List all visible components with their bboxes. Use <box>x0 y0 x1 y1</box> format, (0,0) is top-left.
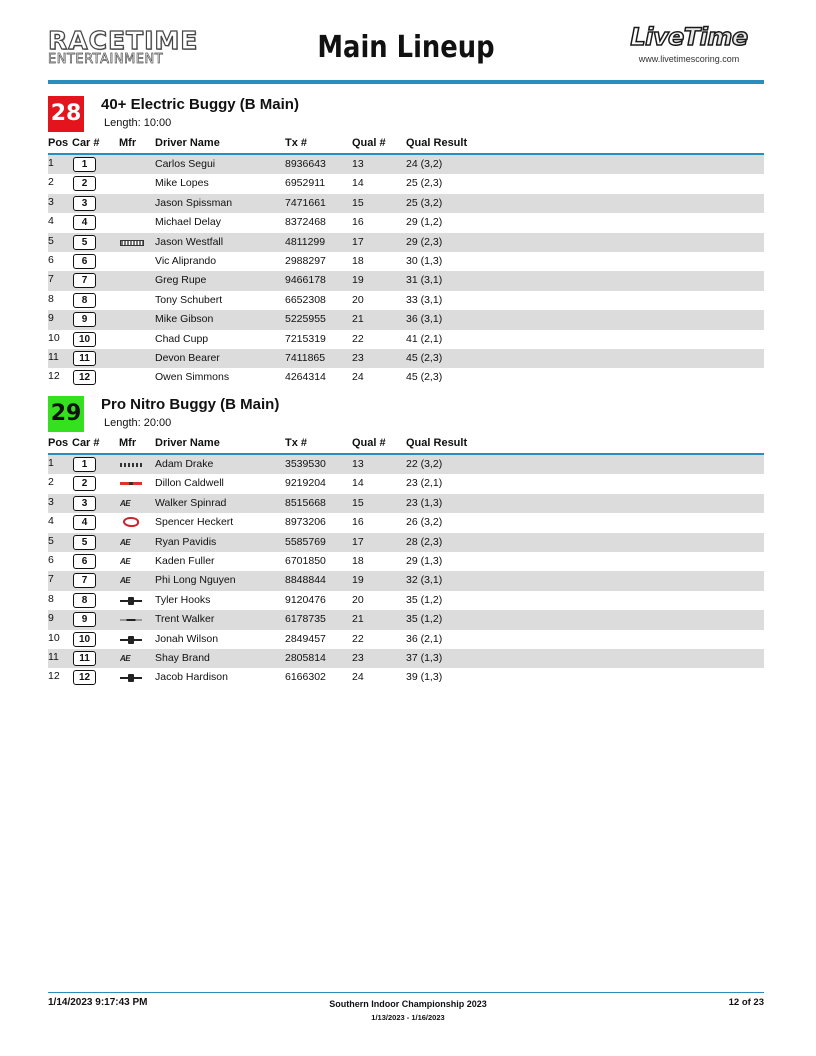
qualifying-position-cell: 18 <box>352 554 364 567</box>
position-cell: 12 <box>48 670 60 683</box>
column-header-tx: Tx # <box>285 437 308 449</box>
car-number-badge: 11 <box>73 651 96 666</box>
qualifying-position-cell: 18 <box>352 254 364 267</box>
table-row <box>48 591 764 610</box>
transponder-cell: 7411865 <box>285 351 326 364</box>
driver-name-cell: Spencer Heckert <box>155 516 234 529</box>
qualifying-result-cell: 32 (3,1) <box>406 574 443 587</box>
car-number-badge: 10 <box>73 332 96 347</box>
car-number-badge: 9 <box>73 612 96 627</box>
table-row <box>48 194 764 213</box>
manufacturer-team-icon: AE <box>120 556 131 566</box>
race-length: Length: 10:00 <box>104 117 172 129</box>
driver-name-cell: Vic Aliprando <box>155 254 217 267</box>
qualifying-result-cell: 23 (2,1) <box>406 477 443 490</box>
race-number-badge: 28 <box>48 96 84 132</box>
page-number: 12 of 23 <box>728 997 764 1008</box>
position-cell: 2 <box>48 176 54 189</box>
manufacturer-dots-icon <box>120 463 142 467</box>
table-row <box>48 513 764 532</box>
transponder-cell: 9466178 <box>285 274 326 287</box>
column-header-driver: Driver Name <box>155 137 220 149</box>
transponder-cell: 6166302 <box>285 671 326 684</box>
qualifying-result-cell: 31 (3,1) <box>406 274 443 287</box>
manufacturer-team-icon: AE <box>120 576 131 586</box>
table-row <box>48 533 764 552</box>
table-row <box>48 649 764 668</box>
manufacturer-arrow-icon <box>120 677 142 679</box>
livetime-logo <box>614 24 764 64</box>
driver-name-cell: Carlos Segui <box>155 158 216 170</box>
position-cell: 7 <box>48 573 54 586</box>
livetime-brand <box>614 24 764 50</box>
car-number-badge: 2 <box>73 476 96 491</box>
manufacturer-arrow-icon <box>120 639 142 641</box>
driver-name-cell: Adam Drake <box>155 458 214 470</box>
position-cell: 3 <box>48 195 54 208</box>
manufacturer-red-stripe-icon <box>120 482 142 485</box>
car-number-badge: 9 <box>73 312 96 327</box>
qualifying-position-cell: 14 <box>352 477 364 490</box>
qualifying-position-cell: 21 <box>352 313 364 326</box>
car-number-badge: 10 <box>73 632 96 647</box>
transponder-cell: 7215319 <box>285 332 326 345</box>
race-name: 40+ Electric Buggy (B Main) <box>101 96 299 113</box>
transponder-cell: 4264314 <box>285 371 326 384</box>
car-number-badge: 7 <box>73 573 96 588</box>
manufacturer-pattern-icon <box>120 240 144 246</box>
driver-name-cell: Jason Westfall <box>155 235 224 248</box>
transponder-cell: 7471661 <box>285 196 326 209</box>
qualifying-position-cell: 17 <box>352 535 364 548</box>
position-cell: 12 <box>48 370 60 383</box>
event-info <box>0 999 816 1022</box>
racetime-logo-line1: RACETIME <box>48 26 199 55</box>
transponder-cell: 9120476 <box>285 593 326 606</box>
car-number-badge: 4 <box>73 215 96 230</box>
race-number-badge: 29 <box>48 396 84 432</box>
manufacturer-team-icon: AE <box>120 537 131 547</box>
qualifying-position-cell: 24 <box>352 371 364 384</box>
table-header <box>48 137 764 152</box>
qualifying-result-cell: 29 (1,3) <box>406 554 443 567</box>
race-length: Length: 20:00 <box>104 417 172 429</box>
driver-name-cell: Jason Spissman <box>155 196 233 209</box>
qualifying-position-cell: 17 <box>352 235 364 248</box>
driver-name-cell: Devon Bearer <box>155 351 220 364</box>
position-cell: 1 <box>48 457 54 469</box>
transponder-cell: 8848844 <box>285 574 326 587</box>
qualifying-result-cell: 23 (1,3) <box>406 496 443 509</box>
table-row <box>48 571 764 590</box>
table-row <box>48 349 764 368</box>
position-cell: 10 <box>48 331 60 344</box>
livetime-url: www.livetimescoring.com <box>638 54 740 64</box>
event-dates: 1/13/2023 - 1/16/2023 <box>371 1013 445 1022</box>
table-body <box>48 455 764 688</box>
qualifying-position-cell: 19 <box>352 274 364 287</box>
transponder-cell: 2805814 <box>285 651 326 664</box>
table-row <box>48 494 764 513</box>
car-number-badge: 6 <box>73 254 96 269</box>
position-cell: 3 <box>48 495 54 508</box>
qualifying-result-cell: 45 (2,3) <box>406 351 443 364</box>
driver-name-cell: Dillon Caldwell <box>155 477 224 490</box>
driver-name-cell: Mike Lopes <box>155 177 209 190</box>
position-cell: 6 <box>48 253 54 266</box>
qualifying-result-cell: 36 (3,1) <box>406 313 443 326</box>
table-row <box>48 213 764 232</box>
car-number-badge: 5 <box>73 535 96 550</box>
car-number-badge: 8 <box>73 593 96 608</box>
qualifying-position-cell: 21 <box>352 613 364 626</box>
driver-name-cell: Jacob Hardison <box>155 671 228 684</box>
table-row <box>48 271 764 290</box>
transponder-cell: 3539530 <box>285 458 326 470</box>
race-name: Pro Nitro Buggy (B Main) <box>101 396 280 413</box>
qualifying-position-cell: 20 <box>352 293 364 306</box>
position-cell: 4 <box>48 515 54 528</box>
qualifying-result-cell: 33 (3,1) <box>406 293 443 306</box>
qualifying-result-cell: 45 (2,3) <box>406 371 443 384</box>
qualifying-position-cell: 13 <box>352 458 364 470</box>
qualifying-result-cell: 29 (2,3) <box>406 235 443 248</box>
car-number-badge: 8 <box>73 293 96 308</box>
qualifying-position-cell: 23 <box>352 651 364 664</box>
car-number-badge: 4 <box>73 515 96 530</box>
position-cell: 6 <box>48 553 54 566</box>
transponder-cell: 8973206 <box>285 516 326 529</box>
table-row <box>48 552 764 571</box>
driver-name-cell: Phi Long Nguyen <box>155 574 236 587</box>
column-header-qual: Qual # <box>352 137 386 149</box>
qualifying-position-cell: 13 <box>352 158 364 170</box>
table-row <box>48 668 764 687</box>
column-header-tx: Tx # <box>285 137 308 149</box>
transponder-cell: 6652308 <box>285 293 326 306</box>
transponder-cell: 9219204 <box>285 477 326 490</box>
manufacturer-arrow-icon <box>120 600 142 602</box>
qualifying-result-cell: 35 (1,2) <box>406 613 443 626</box>
qualifying-result-cell: 30 (1,3) <box>406 254 443 267</box>
transponder-cell: 2988297 <box>285 254 326 267</box>
manufacturer-team-icon: AE <box>120 498 131 508</box>
qualifying-result-cell: 37 (1,3) <box>406 651 443 664</box>
event-name: Southern Indoor Championship 2023 <box>329 999 487 1009</box>
qualifying-result-cell: 41 (2,1) <box>406 332 443 345</box>
column-header-car: Car # <box>72 437 100 449</box>
position-cell: 9 <box>48 612 54 625</box>
table-row <box>48 155 764 174</box>
position-cell: 2 <box>48 476 54 489</box>
table-body <box>48 155 764 388</box>
qualifying-position-cell: 20 <box>352 593 364 606</box>
driver-name-cell: Michael Delay <box>155 216 221 229</box>
driver-name-cell: Chad Cupp <box>155 332 209 345</box>
position-cell: 11 <box>48 350 59 363</box>
qualifying-result-cell: 25 (3,2) <box>406 196 443 209</box>
car-number-badge: 7 <box>73 273 96 288</box>
car-number-badge: 1 <box>73 457 96 472</box>
transponder-cell: 8515668 <box>285 496 326 509</box>
qualifying-result-cell: 25 (2,3) <box>406 177 443 190</box>
qualifying-position-cell: 22 <box>352 332 364 345</box>
transponder-cell: 2849457 <box>285 632 326 645</box>
car-number-badge: 12 <box>73 370 96 385</box>
position-cell: 7 <box>48 273 54 286</box>
table-row <box>48 330 764 349</box>
manufacturer-team-icon: AE <box>120 653 131 663</box>
car-number-badge: 5 <box>73 235 96 250</box>
manufacturer-thin-icon <box>120 619 142 621</box>
table-row <box>48 455 764 474</box>
table-row <box>48 310 764 329</box>
racetime-logo-line2: ENTERTAINMENT <box>48 52 164 67</box>
driver-name-cell: Tyler Hooks <box>155 593 211 606</box>
qualifying-result-cell: 39 (1,3) <box>406 671 443 684</box>
car-number-badge: 1 <box>73 157 96 172</box>
qualifying-position-cell: 16 <box>352 516 364 529</box>
print-timestamp: 1/14/2023 9:17:43 PM <box>48 997 148 1008</box>
qualifying-result-cell: 29 (1,2) <box>406 216 443 229</box>
qualifying-position-cell: 15 <box>352 196 364 209</box>
position-cell: 9 <box>48 312 54 325</box>
page-title: Main Lineup <box>317 30 495 65</box>
driver-name-cell: Kaden Fuller <box>155 554 215 567</box>
driver-name-cell: Jonah Wilson <box>155 632 219 645</box>
driver-name-cell: Shay Brand <box>155 651 210 664</box>
qualifying-result-cell: 35 (1,2) <box>406 593 443 606</box>
transponder-cell: 8936643 <box>285 158 326 170</box>
qualifying-position-cell: 16 <box>352 216 364 229</box>
position-cell: 5 <box>48 534 54 547</box>
column-header-qual: Qual # <box>352 437 386 449</box>
column-header-mfr: Mfr <box>119 437 137 449</box>
driver-name-cell: Trent Walker <box>155 613 215 626</box>
table-row <box>48 252 764 271</box>
driver-name-cell: Ryan Pavidis <box>155 535 217 548</box>
qualifying-position-cell: 14 <box>352 177 364 190</box>
column-header-driver: Driver Name <box>155 437 220 449</box>
header-divider <box>48 80 764 84</box>
manufacturer-bird-icon <box>123 517 139 527</box>
car-number-badge: 12 <box>73 670 96 685</box>
table-row <box>48 630 764 649</box>
table-header <box>48 437 764 452</box>
transponder-cell: 5225955 <box>285 313 326 326</box>
car-number-badge: 6 <box>73 554 96 569</box>
transponder-cell: 6701850 <box>285 554 326 567</box>
column-header-car: Car # <box>72 137 100 149</box>
qualifying-result-cell: 36 (2,1) <box>406 632 443 645</box>
table-row <box>48 368 764 387</box>
table-row <box>48 233 764 252</box>
car-number-badge: 3 <box>73 196 96 211</box>
position-cell: 8 <box>48 592 54 605</box>
position-cell: 1 <box>48 157 54 169</box>
column-header-pos: Pos <box>48 137 69 149</box>
driver-name-cell: Greg Rupe <box>155 274 207 287</box>
qualifying-result-cell: 26 (3,2) <box>406 516 443 529</box>
column-header-mfr: Mfr <box>119 137 137 149</box>
car-number-badge: 3 <box>73 496 96 511</box>
footer-divider <box>48 992 764 993</box>
transponder-cell: 6952911 <box>285 177 326 190</box>
position-cell: 11 <box>48 650 59 663</box>
qualifying-position-cell: 23 <box>352 351 364 364</box>
transponder-cell: 4811299 <box>285 235 326 248</box>
table-row <box>48 474 764 493</box>
column-header-result: Qual Result <box>406 137 468 149</box>
qualifying-result-cell: 28 (2,3) <box>406 535 443 548</box>
qualifying-result-cell: 24 (3,2) <box>406 158 443 170</box>
position-cell: 10 <box>48 631 60 644</box>
livetime-brand-time: Time <box>683 23 748 51</box>
qualifying-position-cell: 24 <box>352 671 364 684</box>
position-cell: 5 <box>48 234 54 247</box>
position-cell: 8 <box>48 292 54 305</box>
driver-name-cell: Tony Schubert <box>155 293 223 306</box>
transponder-cell: 8372468 <box>285 216 326 229</box>
position-cell: 4 <box>48 215 54 228</box>
qualifying-position-cell: 15 <box>352 496 364 509</box>
column-header-pos: Pos <box>48 437 69 449</box>
car-number-badge: 11 <box>73 351 96 366</box>
driver-name-cell: Owen Simmons <box>155 371 230 384</box>
table-row <box>48 291 764 310</box>
page-header <box>48 22 764 84</box>
transponder-cell: 6178735 <box>285 613 326 626</box>
qualifying-result-cell: 22 (3,2) <box>406 458 443 470</box>
transponder-cell: 5585769 <box>285 535 326 548</box>
driver-name-cell: Walker Spinrad <box>155 496 227 509</box>
driver-name-cell: Mike Gibson <box>155 313 214 326</box>
qualifying-position-cell: 19 <box>352 574 364 587</box>
table-row <box>48 174 764 193</box>
table-row <box>48 610 764 629</box>
livetime-brand-live: Live <box>630 23 684 51</box>
column-header-result: Qual Result <box>406 437 468 449</box>
car-number-badge: 2 <box>73 176 96 191</box>
qualifying-position-cell: 22 <box>352 632 364 645</box>
